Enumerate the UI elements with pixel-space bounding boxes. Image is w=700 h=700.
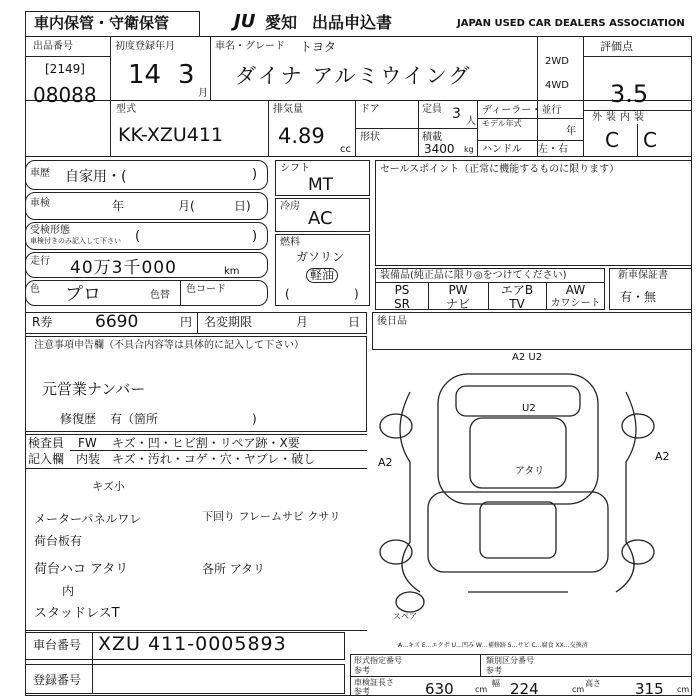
- car-name-label: 車名・グレード: [215, 41, 285, 52]
- equipment-item: PS: [394, 283, 410, 297]
- diagram-legend: A…キズ E…エクボ U…凹み W…補修跡 S…サビ C…腐食 XX…交換済: [398, 642, 588, 649]
- equipment-item: SR: [394, 297, 410, 311]
- divider: [25, 156, 692, 157]
- color-label: 色: [30, 284, 40, 295]
- fuel-label: 燃料: [280, 237, 300, 248]
- form-title: 出品申込書: [312, 13, 393, 32]
- front-right-wheel: [622, 414, 654, 438]
- divider: [180, 280, 181, 306]
- inspector-note: 内: [62, 584, 75, 598]
- equipment-item: ナビ: [445, 297, 470, 311]
- divider: [210, 36, 211, 100]
- entry-label: 記入欄: [28, 452, 65, 466]
- car-model: ダイナ アルミウイング: [235, 64, 472, 88]
- exterior-codes: キズ・凹・ヒビ割・リペア跡・X要: [112, 436, 300, 450]
- height-unit: cm: [677, 685, 690, 694]
- divider: [480, 654, 481, 676]
- ju-logo: JU: [234, 11, 256, 32]
- height-value: 315: [635, 680, 664, 698]
- color-code-label: 色コード: [186, 284, 226, 295]
- width-value: 224: [510, 680, 539, 698]
- diagram-top-label: A2 U2: [512, 352, 543, 363]
- repair-close: ): [252, 412, 257, 426]
- rear-seat-label: 後日品: [377, 316, 407, 327]
- windshield: [456, 386, 580, 416]
- repair-label: 修復歴: [60, 412, 97, 426]
- sales-point-box: [375, 160, 692, 266]
- aircon-label: 冷房: [280, 201, 300, 212]
- handle-label: ハンドル: [482, 144, 522, 155]
- vehicle-type-box: [25, 160, 268, 190]
- hood-panel: [470, 418, 566, 488]
- inspection-month-unit: 月(: [178, 199, 195, 213]
- ref-label: 参考: [486, 666, 502, 675]
- shift-value: MT: [308, 175, 334, 195]
- two-wd: 2WD: [545, 56, 569, 67]
- diagram-center: アタリ: [515, 466, 545, 477]
- inspector-note: 荷台ハコ アタリ: [34, 562, 129, 577]
- warranty-label: 新車保証書: [618, 270, 668, 281]
- length-value: 630: [425, 680, 454, 698]
- rear-seat-box: [372, 312, 692, 350]
- divider: [428, 282, 429, 310]
- acceptance-label: 受検形態: [30, 225, 70, 236]
- load-unit: kg: [464, 145, 474, 154]
- diagram-a2-left: A2: [378, 456, 393, 469]
- divider: [25, 434, 367, 435]
- aircon-value: AC: [308, 208, 333, 229]
- divider: [546, 282, 547, 310]
- doors-label: ドア: [360, 104, 380, 115]
- chassis-value: XZU 411-0005893: [98, 633, 287, 655]
- chassis-label: 車台番号: [33, 638, 82, 652]
- load-value: 3400: [424, 142, 455, 156]
- dealer-label: ディーラー・並行: [482, 105, 562, 116]
- rear-left-wheel: [380, 540, 412, 564]
- lot-sub-number: [2149]: [45, 62, 85, 76]
- acceptance-sub: 車検付きのみ記入して下さい: [30, 237, 121, 245]
- fw-label: FW: [78, 436, 97, 450]
- equipment-item: エアB: [500, 283, 534, 297]
- acceptance-close: ): [252, 229, 258, 244]
- fuel-alt: 軽油: [306, 268, 338, 283]
- height-label: 高さ: [585, 679, 601, 688]
- color-box: [25, 280, 268, 306]
- length-unit: cm: [475, 685, 488, 694]
- displacement-label: 排気量: [273, 104, 303, 115]
- inspection-year-unit: 年: [112, 199, 125, 213]
- car-diagram: [370, 352, 692, 636]
- capacity-unit: 人: [466, 116, 476, 127]
- inspector-note: スタッドレスT: [34, 606, 120, 621]
- inspection-label: 車検: [30, 198, 50, 209]
- interior-codes: キズ・汚れ・コゲ・穴・ヤブレ・破し: [112, 452, 316, 466]
- divider: [110, 36, 111, 156]
- load-label: 積載: [422, 132, 442, 143]
- handle-value: 左・右: [538, 144, 568, 155]
- divider: [477, 140, 583, 141]
- lot-label: 出品番号: [33, 41, 73, 52]
- sales-point-label: セールスポイント（正常に機能するものに限ります）: [380, 164, 620, 175]
- divider: [488, 282, 489, 310]
- recycle-box: [25, 312, 367, 334]
- interior-label: 内装: [76, 452, 101, 466]
- body-shape-label: 形状: [360, 132, 380, 143]
- rear-window: [480, 502, 556, 558]
- displacement-unit: cc: [340, 144, 351, 155]
- shape-number-label: 形式指定番号: [354, 656, 402, 665]
- inspector-note: 荷台板有: [34, 534, 83, 548]
- divider: [197, 312, 198, 334]
- warranty-value: 有・無: [620, 290, 657, 304]
- equipment-item: カワシート: [550, 298, 601, 309]
- cab-outline: [438, 374, 598, 504]
- section-title: 車内保管・守衛保管: [34, 14, 170, 32]
- equipment-item: TV: [509, 297, 525, 311]
- grade-value: 3.5: [610, 80, 649, 108]
- model-code-label: 型式: [116, 104, 136, 115]
- inspector-note: メーターパネルワレ: [34, 512, 142, 526]
- front-left-wheel: [380, 414, 412, 438]
- registration-month: 3: [178, 60, 195, 90]
- category-number-label: 類別区分番号: [486, 656, 534, 665]
- registration-year: 14: [128, 60, 162, 90]
- vehicle-type-value: 自家用・(: [65, 169, 127, 185]
- notes-line1: 元営業ナンバー: [42, 380, 146, 398]
- inspector-note: 下回り フレームサビ クサリ: [202, 510, 341, 523]
- model-year-unit: 年: [566, 126, 576, 137]
- divider: [268, 100, 269, 156]
- color-value: プロ: [65, 284, 101, 305]
- shift-label: シフト: [280, 163, 310, 174]
- registration-expiry-month: 月: [296, 315, 309, 329]
- rear-right-wheel: [622, 540, 654, 564]
- mileage-label: 走行: [30, 256, 50, 267]
- vehicle-type-label: 車歴: [30, 168, 50, 179]
- inspector-label: 検査員: [28, 436, 65, 450]
- spare-tire: [396, 592, 424, 612]
- inspector-note: 各所 アタリ: [202, 562, 265, 576]
- equipment-item: AW: [565, 283, 586, 297]
- lot-number: 08088: [33, 83, 97, 107]
- car-maker: トヨタ: [300, 40, 337, 54]
- model-code-value: KK-XZU411: [118, 124, 224, 146]
- inspector-note: キズ小: [92, 480, 125, 493]
- length-label: 車検証長さ: [354, 678, 394, 687]
- registration-expiry-label: 名変期限: [204, 315, 253, 329]
- registration-no-label: 登録番号: [33, 673, 82, 687]
- divider: [25, 630, 367, 631]
- inspection-box: [25, 192, 268, 220]
- divider: [537, 36, 538, 156]
- capacity-value: 3: [452, 106, 461, 122]
- divider: [583, 110, 692, 111]
- divider: [350, 676, 692, 677]
- diagram-a2-right: A2: [655, 450, 670, 463]
- divider: [477, 100, 478, 156]
- registration-month-unit: 月: [198, 88, 208, 99]
- recycle-value: 6690: [95, 312, 139, 332]
- divider: [25, 100, 692, 101]
- color-change-label: 色替: [150, 290, 170, 301]
- mileage-value: 40万3千000: [70, 258, 177, 278]
- english-title: JAPAN USED CAR DEALERS ASSOCIATION: [457, 18, 685, 29]
- divider: [583, 56, 692, 57]
- equipment-label: 装備品(純正品に限り◎をつけてください): [380, 270, 567, 281]
- displacement-value: 4.89: [278, 124, 325, 148]
- divider: [25, 468, 367, 469]
- divider: [355, 128, 477, 129]
- mileage-unit: km: [224, 266, 240, 277]
- capacity-label: 定員: [422, 104, 442, 115]
- recycle-unit: 円: [180, 315, 193, 329]
- spare-label: スペア: [393, 612, 417, 621]
- registration-expiry-day: 日: [348, 315, 361, 329]
- four-wd: 4WD: [545, 80, 569, 91]
- fuel-close: ): [354, 287, 359, 301]
- grade-label: 評価点: [600, 40, 633, 53]
- exterior-value: C: [605, 128, 619, 152]
- fuel-value: ガソリン: [296, 250, 345, 264]
- equipment-item: PW: [448, 283, 468, 297]
- divider: [70, 450, 367, 451]
- ref-label: 参考: [354, 666, 370, 675]
- brand-title: 愛知: [265, 13, 298, 32]
- divider: [637, 124, 638, 156]
- width-unit: cm: [572, 685, 585, 694]
- divider: [583, 36, 584, 156]
- divider: [25, 56, 110, 57]
- acceptance-open: (: [135, 229, 141, 244]
- ext-int-label: 外装内装: [592, 112, 648, 123]
- recycle-label: R券: [32, 315, 53, 329]
- fuel-open: (: [285, 287, 290, 301]
- right-panel: [616, 392, 636, 592]
- interior-value: C: [643, 128, 657, 152]
- divider: [477, 118, 583, 119]
- ref-label: 参考: [354, 687, 370, 696]
- notes-label: 注意事項申告欄（不具合内容等は具体的に記入して下さい）: [34, 340, 304, 351]
- left-panel: [400, 392, 420, 592]
- width-label: 幅: [492, 679, 500, 688]
- model-year-label: モデル年式: [482, 119, 522, 128]
- diagram-hood: U2: [522, 403, 536, 414]
- vehicle-type-close: ): [252, 167, 258, 182]
- repair-value: 有（箇所: [110, 412, 159, 426]
- inspection-day-unit: 日): [234, 199, 251, 213]
- registration-label: 初度登録年月: [115, 41, 175, 52]
